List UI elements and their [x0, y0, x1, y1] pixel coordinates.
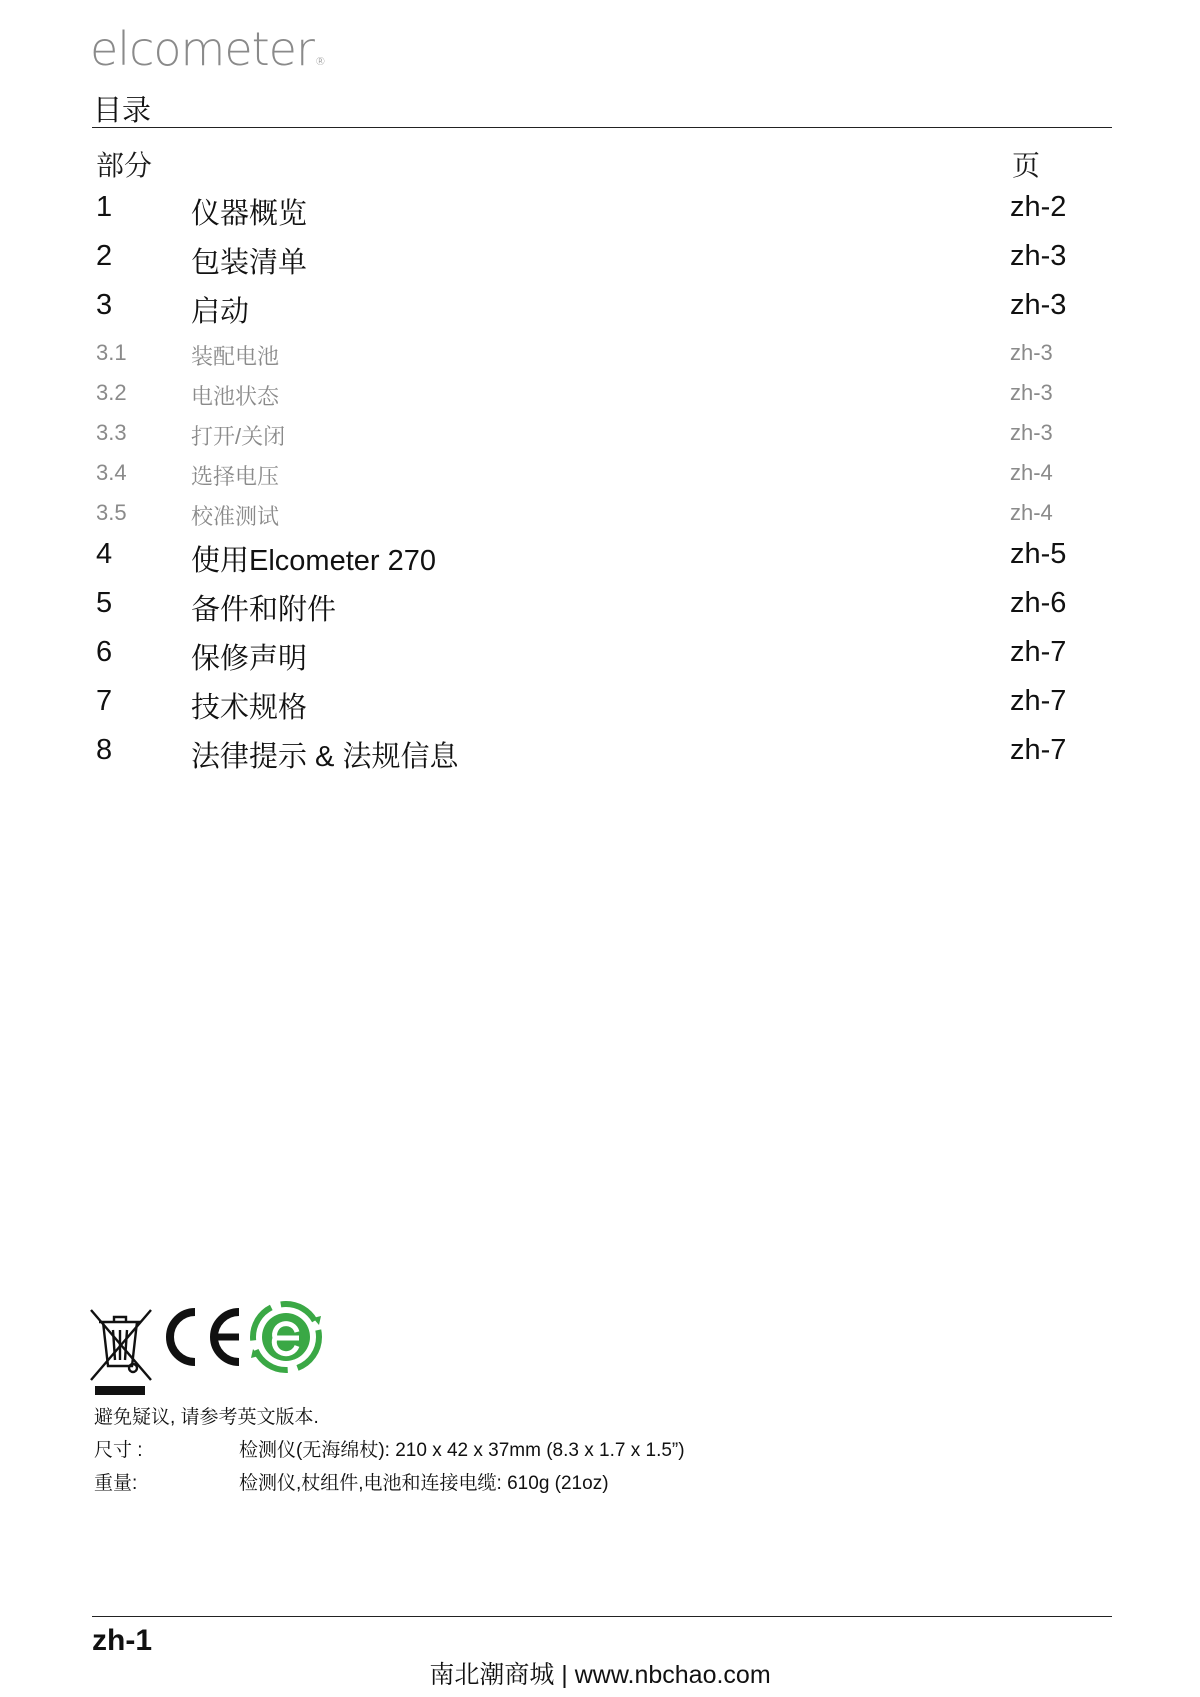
toc-number: 8: [96, 734, 113, 766]
toc-page: zh-3: [1010, 420, 1053, 445]
toc-row[interactable]: [96, 411, 1116, 451]
weight-value: 检测仪,杖组件,电池和连接电缆: 610g (21oz): [239, 1473, 609, 1494]
website-footer[interactable]: 南北潮商城 | www.nbchao.com: [429, 1661, 771, 1689]
page-title: 目录: [93, 95, 152, 127]
title-divider: [92, 127, 1112, 128]
toc-label: 包装清单: [191, 247, 308, 279]
registered-mark: ®: [314, 55, 325, 68]
table-of-contents: [96, 138, 1116, 776]
page-number: zh-1: [92, 1624, 152, 1657]
toc-label: 打开/关闭: [191, 424, 286, 449]
toc-label: 校准测试: [191, 504, 280, 529]
toc-header-page: 页: [1012, 150, 1041, 181]
toc-page: zh-7: [1010, 685, 1067, 717]
toc-number: 5: [96, 587, 113, 619]
toc-page: zh-7: [1010, 734, 1067, 766]
footer-divider: [92, 1616, 1112, 1617]
toc-page: zh-3: [1010, 380, 1053, 405]
toc-page: zh-4: [1010, 460, 1053, 485]
dimensions-label: 尺寸 :: [94, 1440, 143, 1461]
china-rohs-e-icon: [249, 1300, 323, 1374]
toc-row[interactable]: [96, 371, 1116, 411]
toc-number: 3.5: [96, 500, 127, 525]
weee-crossed-bin-icon: [89, 1300, 153, 1396]
toc-label: 法律提示 & 法规信息: [191, 741, 459, 773]
toc-page: zh-5: [1010, 538, 1067, 570]
toc-label: 装配电池: [191, 344, 280, 369]
toc-header: [96, 138, 1116, 184]
elcometer-logo: [90, 22, 325, 76]
toc-row[interactable]: [96, 580, 1116, 629]
toc-label: 备件和附件: [191, 594, 337, 626]
toc-number: 3: [96, 289, 113, 321]
toc-number: 7: [96, 685, 113, 717]
toc-row[interactable]: [96, 629, 1116, 678]
toc-number: 3.4: [96, 460, 127, 485]
toc-row[interactable]: [96, 491, 1116, 531]
toc-number: 3.1: [96, 340, 127, 365]
disclaimer-text: 避免疑议, 请参考英文版本.: [94, 1407, 319, 1428]
toc-page: zh-3: [1010, 340, 1053, 365]
toc-label: 使用Elcometer 270: [191, 545, 436, 577]
toc-row[interactable]: [96, 233, 1116, 282]
toc-label: 电池状态: [191, 384, 280, 409]
dimensions-value: 检测仪(无海绵杖): 210 x 42 x 37mm (8.3 x 1.7 x 1.5”): [239, 1440, 685, 1461]
toc-label: 仪器概览: [191, 198, 308, 230]
toc-page: zh-3: [1010, 240, 1067, 272]
toc-number: 3.2: [96, 380, 127, 405]
toc-row[interactable]: [96, 184, 1116, 233]
toc-number: 3.3: [96, 420, 127, 445]
ce-mark-icon: [159, 1300, 245, 1370]
toc-label: 技术规格: [191, 692, 308, 724]
toc-number: 4: [96, 538, 113, 570]
toc-page: zh-6: [1010, 587, 1067, 619]
toc-row[interactable]: [96, 282, 1116, 331]
toc-page: zh-3: [1010, 289, 1067, 321]
logo-text: elcometer: [90, 22, 314, 76]
toc-row[interactable]: [96, 727, 1116, 776]
toc-rows: [96, 184, 1116, 776]
toc-label: 保修声明: [191, 643, 308, 675]
toc-header-section: 部分: [96, 150, 153, 181]
toc-label: 选择电压: [191, 464, 280, 489]
toc-number: 6: [96, 636, 113, 668]
toc-row[interactable]: [96, 451, 1116, 491]
weight-label: 重量:: [94, 1473, 138, 1494]
toc-number: 2: [96, 240, 113, 272]
toc-row[interactable]: [96, 678, 1116, 727]
toc-page: zh-2: [1010, 191, 1067, 223]
toc-page: zh-7: [1010, 636, 1067, 668]
toc-row[interactable]: [96, 531, 1116, 580]
toc-label: 启动: [191, 296, 250, 328]
toc-row[interactable]: [96, 331, 1116, 371]
toc-page: zh-4: [1010, 500, 1053, 525]
toc-number: 1: [96, 191, 113, 223]
